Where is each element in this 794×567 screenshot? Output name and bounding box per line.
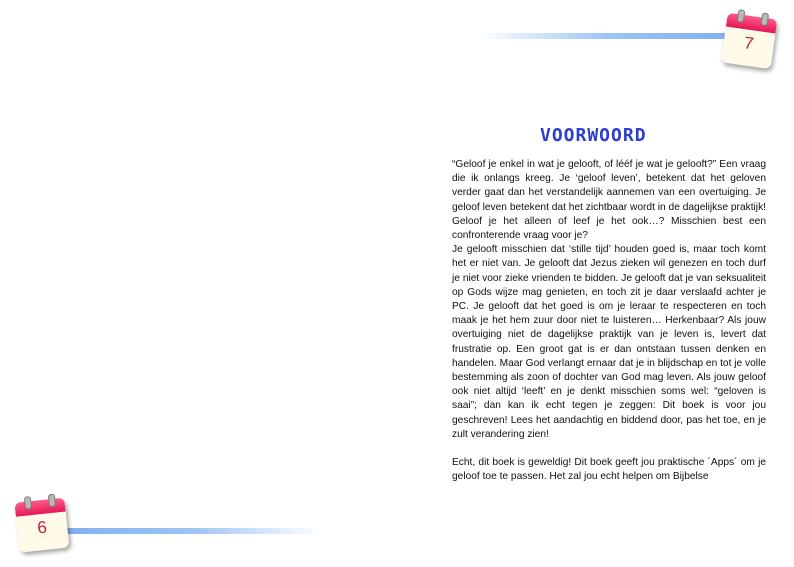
calendar-ring: [24, 496, 32, 510]
calendar-ring: [48, 494, 56, 508]
page-number-left: 6: [36, 517, 48, 538]
page-number-calendar-left: [14, 497, 71, 554]
article-body: [452, 158, 766, 484]
paragraph: Echt, dit boek is geweldig! Dit boek geeft jou praktische ´Apps´ om je geloof toe te passen. Het zal jou echt helpen om Bijbelse: [452, 457, 766, 483]
top-decorative-stripe: [480, 33, 736, 39]
page-number-right: 7: [742, 33, 755, 54]
bottom-decorative-stripe: [60, 528, 322, 534]
page-number-calendar-right: [721, 13, 780, 72]
calendar-icon: [14, 498, 69, 553]
chapter-title: VOORWOORD: [540, 125, 647, 146]
paragraph: “Geloof je enkel in wat je gelooft, of lééf je wat je gelooft?” Een vraag die ik onlangs kreeg. Je ‘geloof leven’, betekent dat het geloven verder gaat dan het verstandelijk aannemen van een overtuiging. Je geloof leven betekent dat het zichtbaar wordt in de dagelijkse praktijk! Geloof je het alleen of leef je het ook…? Misschien best een confronterende vraag voor je?: [452, 159, 766, 242]
paragraph: Je gelooft misschien dat ‘stille tijd’ houden goed is, maar toch komt het er niet van. Je gelooft dat Jezus zieken wil genezen en toch durf je niet voor zieke vrienden te bidden. Je gelooft dat je van seksualiteit op Gods wijze mag genieten, en toch zit je daar verslaafd achter je PC. Je gelooft dat het goed is om je leraar te respecteren en toch maak je het hem zuur door niet te luisteren… Herkenbaar? Als jouw overtuiging niet de dagelijkse praktijk van je leven is, levert dat frustratie op. Een groot gat is er dan ontstaan tussen denken en handelen. Maar God verlangt ernaar dat je in blijdschap en tot je volle bestemming als zoon of dochter van God mag leven. Als jouw geloof ook niet altijd ‘leeft’ en je denkt misschien soms wel: “geloven is saai”; dan kan ik echt tegen je zeggen: Dit boek is voor jou geschreven! Lees het aandachtig en biddend door, pas het toe, en je zult verandering zien!: [452, 244, 766, 440]
calendar-icon: [721, 13, 777, 69]
